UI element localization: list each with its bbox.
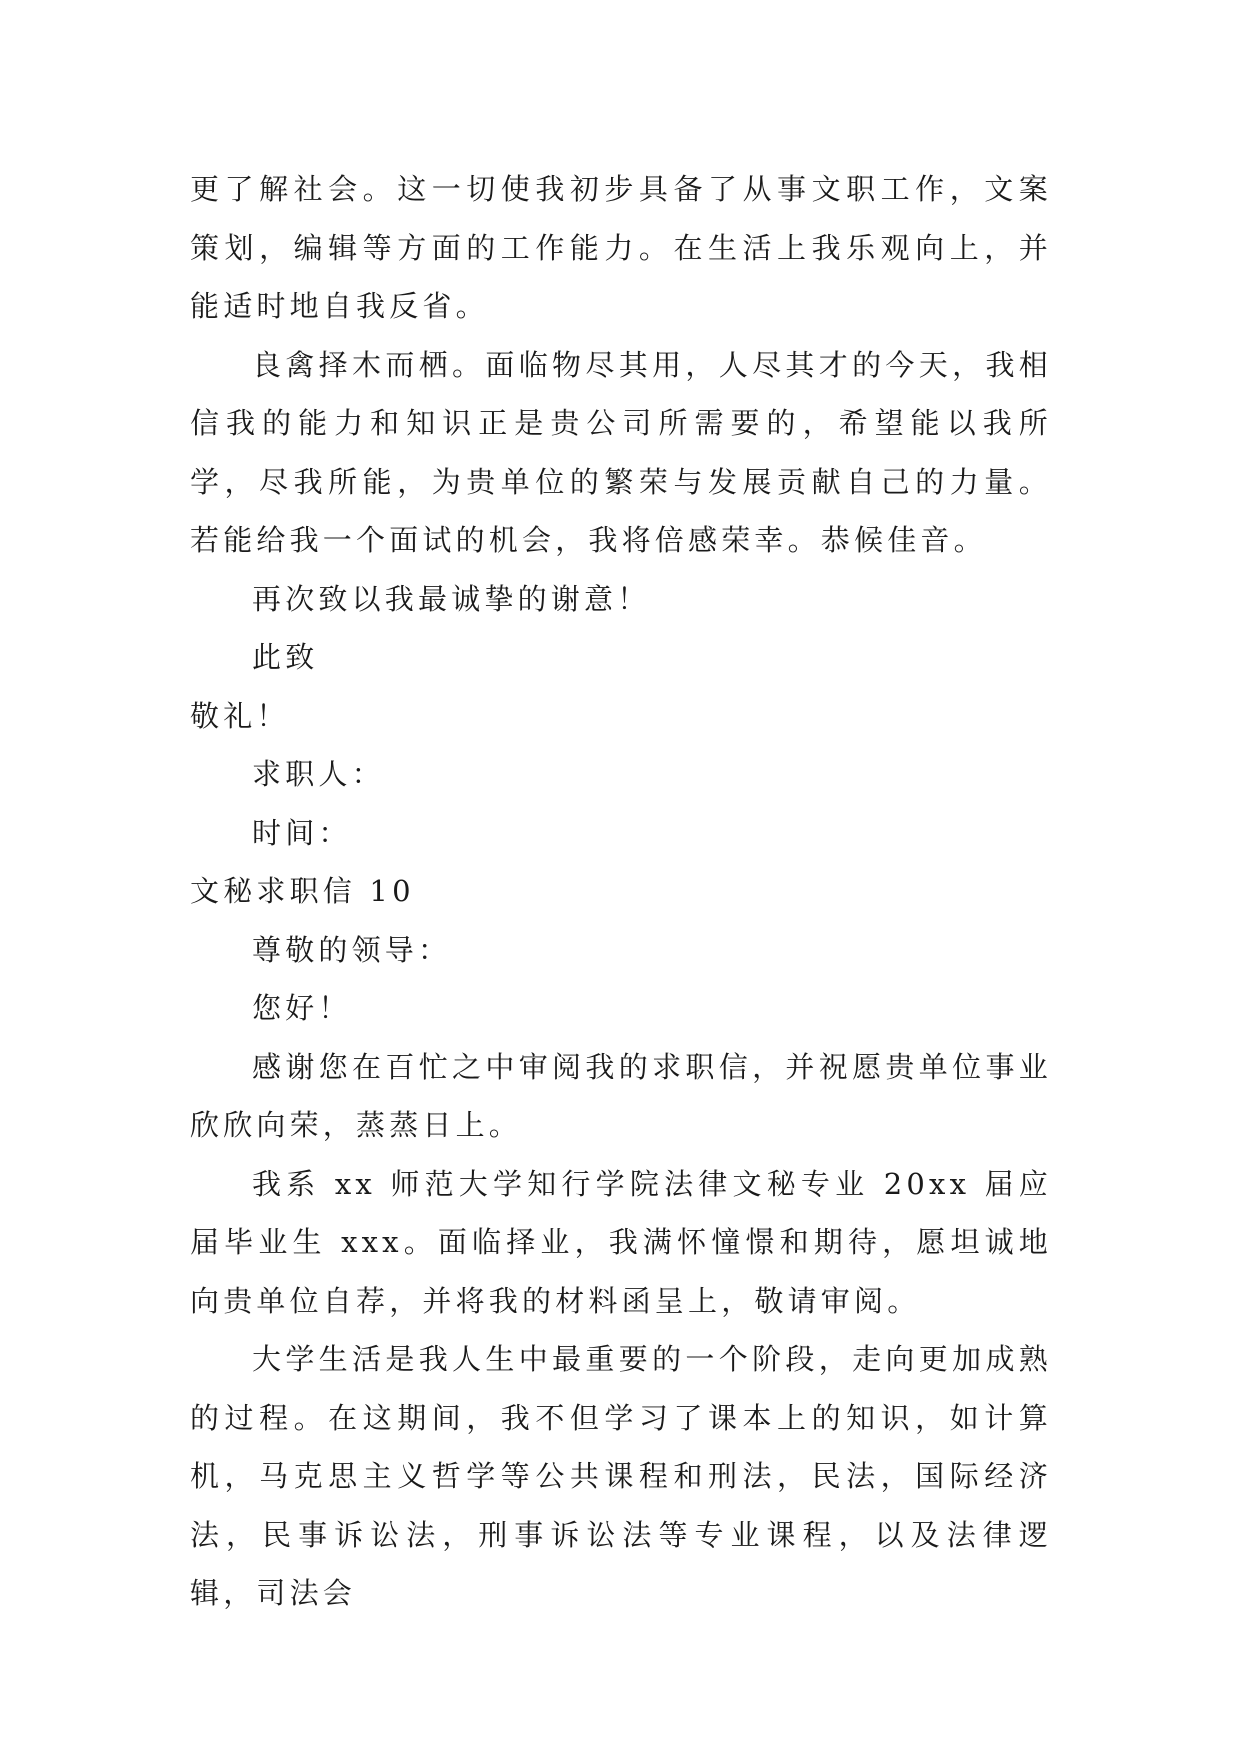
signature-applicant: 求职人： bbox=[252, 757, 385, 791]
document-body bbox=[190, 160, 1052, 1623]
signature-date: 时间： bbox=[252, 815, 352, 850]
paragraph-thanks: 再次致以我最诚挚的谢意！ bbox=[252, 581, 651, 616]
letter-greeting: 尊敬的领导： bbox=[252, 932, 452, 967]
letter-hello: 您好！ bbox=[252, 991, 352, 1025]
paragraph-university-life: 大学生活是我人生中最重要的一个阶段，走向更加成熟的过程。在这期间，我不但学习了课本上的知识，如计算机，马克思主义哲学等公共课程和刑法，民法，国际经济法，民事诉讼法，刑事诉讼法等专业课程，以及法律逻辑，司法会 bbox=[190, 1342, 1052, 1610]
closing-salutation: 此致 bbox=[252, 640, 319, 674]
closing-regards: 敬礼！ bbox=[190, 698, 290, 733]
section-heading: 文秘求职信 10 bbox=[190, 874, 415, 908]
paragraph-introduction: 我系 xx 师范大学知行学院法律文秘专业 20xx 届应届毕业生 xxx。面临择业，我满怀憧憬和期待，愿坦诚地向贵单位自荐，并将我的材料函呈上，敬请审阅。 bbox=[190, 1166, 1052, 1318]
paragraph-intro-continuation: 更了解社会。这一切使我初步具备了从事文职工作，文案策划，编辑等方面的工作能力。在生活上我乐观向上，并能适时地自我反省。 bbox=[190, 172, 1052, 323]
paragraph-appreciation: 感谢您在百忙之中审阅我的求职信，并祝愿贵单位事业欣欣向荣，蒸蒸日上。 bbox=[190, 1049, 1052, 1142]
paragraph-self-recommendation: 良禽择木而栖。面临物尽其用，人尽其才的今天，我相信我的能力和知识正是贵公司所需要的，希望能以我所学，尽我所能，为贵单位的繁荣与发展贡献自己的力量。若能给我一个面试的机会，我将倍感荣幸。恭候佳音。 bbox=[190, 347, 1052, 557]
